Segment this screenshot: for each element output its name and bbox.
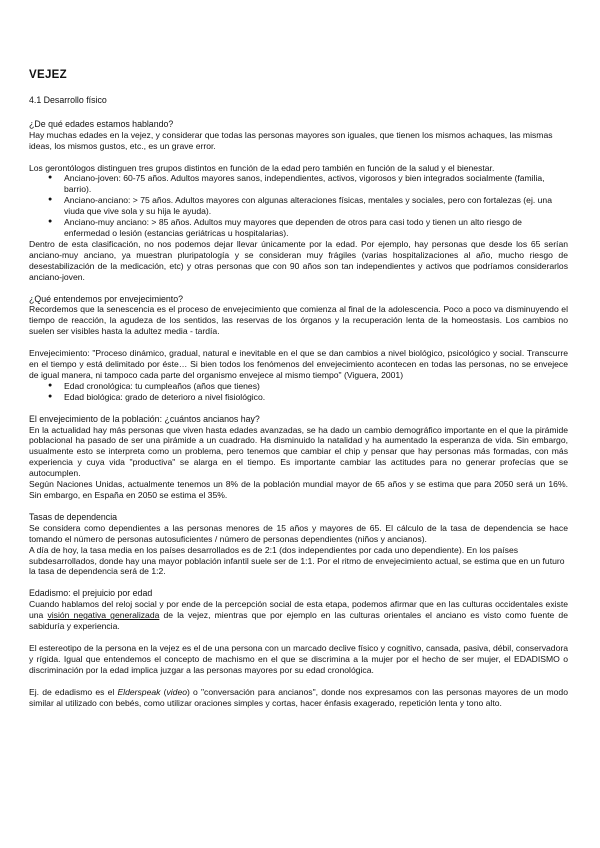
paragraph-dependientes: Se considera como dependientes a las personas menores de 15 años y mayores de 65. El cálculo de la tasa de dependencia se hace tomando el número de personas autosuficientes / número de personas dependientes (niños y ancianos). bbox=[29, 522, 568, 544]
paragraph-gerontologos: Los gerontólogos distinguen tres grupos distintos en función de la edad pero también en función de la salud y el bienestar. bbox=[29, 162, 495, 173]
paragraph-edades: Hay muchas edades en la vejez, y considerar que todas las personas mayores son iguales, que tienen los mismos achaques, las mismas ideas, los mismos gustos, etc., es un grave error. bbox=[29, 129, 553, 151]
paragraph-naciones-unidas: Según Naciones Unidas, actualmente tenemos un 8% de la población mundial mayor de 65 años y se estima que para 2050 será un 16%. Sin embargo, en España en 2050 se estima el 35%. bbox=[29, 479, 568, 500]
heading-poblacion: El envejecimiento de la población: ¿cuántos ancianos hay? bbox=[29, 413, 260, 424]
elderspeak-term: Elderspeak bbox=[117, 686, 161, 697]
paragraph-tasa-media: A día de hoy, la tasa media en los países desarrollados es de 2:1 (dos independientes por cada uno dependiente). En los países subdesarrollados, donde hay una mayor población infantil suele ser de 1:1. Por el ritmo de envejecimiento actual, se estima que en un futuro la tasa de dependencia será de 1:2. bbox=[29, 544, 565, 577]
paragraph-reloj-social: Cuando hablamos del reloj social y por ende de la percepción social de esta etapa, podemos afirmar que en las culturas occidentales existe una visión negativa generalizada de la vejez, mientras que por ejemplo en las culturas orientales el anciano es visto como fuente de sabiduría y experiencia. bbox=[29, 599, 568, 632]
list-item: ● Anciano-muy anciano: > 85 años. Adultos muy mayores que dependen de otros para casi todo y tienen un alto riesgo de enfermedad o lesión (estancias geriátricas u hospitalarias). bbox=[48, 217, 568, 239]
video-link[interactable]: video bbox=[166, 686, 188, 697]
age-types-list bbox=[29, 381, 568, 403]
document-title: VEJEZ bbox=[29, 69, 67, 81]
heading-envejecimiento: ¿Qué entendemos por envejecimiento? bbox=[29, 293, 184, 304]
paragraph-elderspeak: Ej. de edadismo es el Elderspeak (video) o "conversación para ancianos", donde nos expresamos con las personas mayores de un modo similar al utilizado con bebés, como utilizar oraciones simples y cortas, hacer énfasis exagerado, repetición lenta y tono alto. bbox=[29, 686, 568, 708]
list-item: ● Anciano-joven: 60-75 años. Adultos mayores sanos, independientes, activos, vigorosos y bien integrados socialmente (familia, barrio). bbox=[48, 173, 568, 195]
heading-dependencia: Tasas de dependencia bbox=[29, 511, 118, 522]
paragraph-definicion: Envejecimiento: "Proceso dinámico, gradual, natural e inevitable en el que se dan cambios a nivel biológico, psicológico y social. Transcurre en el tiempo y está delimitado por éste… Si bien todos los fenómenos del envejecimiento acontecen en todas las personas, no se envejece de igual manera, ni tampoco cada parte del organismo envejece al mismo tiempo" (Viguera, 2001) bbox=[29, 348, 568, 380]
list-item: ● Edad biológica: grado de deterioro a nivel fisiológico. bbox=[48, 392, 568, 403]
paragraph-senescencia: Recordemos que la senescencia es el proceso de envejecimiento que comienza al final de la adolescencia. Poco a poco va disminuyendo el tiempo de reacción, la agudeza de los sentidos, las reservas de los órganos y la recuperación lenta de la homeostasis. Los cambios no suelen ser visibles hasta la adultez media - tardía. bbox=[29, 304, 568, 337]
underlined-phrase: visión negativa generalizada bbox=[47, 610, 160, 621]
paragraph-clasificacion: Dentro de esta clasificación, no nos podemos dejar llevar únicamente por la edad. Por ejemplo, hay personas que desde los 65 serían anciano-muy anciano, ya muestran pluripatología y se consideran muy frágiles (varias hospitalizaciones al año, mucho riesgo de desestabilización de la medicación, etc) y otras personas que con 90 años son tan independientes y activos que podríamos considerarlos anciano-joven. bbox=[29, 238, 568, 282]
list-item: ● Anciano-anciano: > 75 años. Adultos mayores con algunas alteraciones físicas, mentales y sociales, pero con fortalezas (ej. una viuda que vive sola y su hija le ayuda). bbox=[48, 195, 568, 217]
list-item: ● Edad cronológica: tu cumpleaños (años que tienes) bbox=[48, 381, 568, 392]
paragraph-demografia: En la actualidad hay más personas que viven hasta edades avanzadas, se ha dado un cambio demográfico importante en el que la pirámide poblacional ha pasado de ser una pirámide a un cuadrado. Ha disminuido la natalidad y ha aumentado la esperanza de vida. Sin embargo, usualmente esto se interpreta como un problema, pero tenemos que cambiar el chip y pensar que hay personas más formadas, con más experiencia y cuya vida "productiva" se alarga en el tiempo. Es importante cambiar las actitudes para no generar profecías que se autocumplen. bbox=[29, 424, 568, 479]
heading-edades: ¿De qué edades estamos hablando? bbox=[29, 118, 174, 129]
age-groups-list bbox=[29, 173, 568, 238]
paragraph-estereotipo: El estereotipo de la persona en la vejez es el de una persona con un marcado declive físico y cognitivo, cansada, pasiva, débil, conservadora y rígida. Igual que entendemos el concepto de machismo en el que se discrimina a la mujer por el hecho de ser mujer, el EDADISMO o discriminación por la edad implica juzgar a las personas mayores por su edad cronológica. bbox=[29, 642, 568, 675]
section-subtitle: 4.1 Desarrollo físico bbox=[29, 94, 107, 105]
heading-edadismo: Edadismo: el prejuicio por edad bbox=[29, 588, 153, 599]
